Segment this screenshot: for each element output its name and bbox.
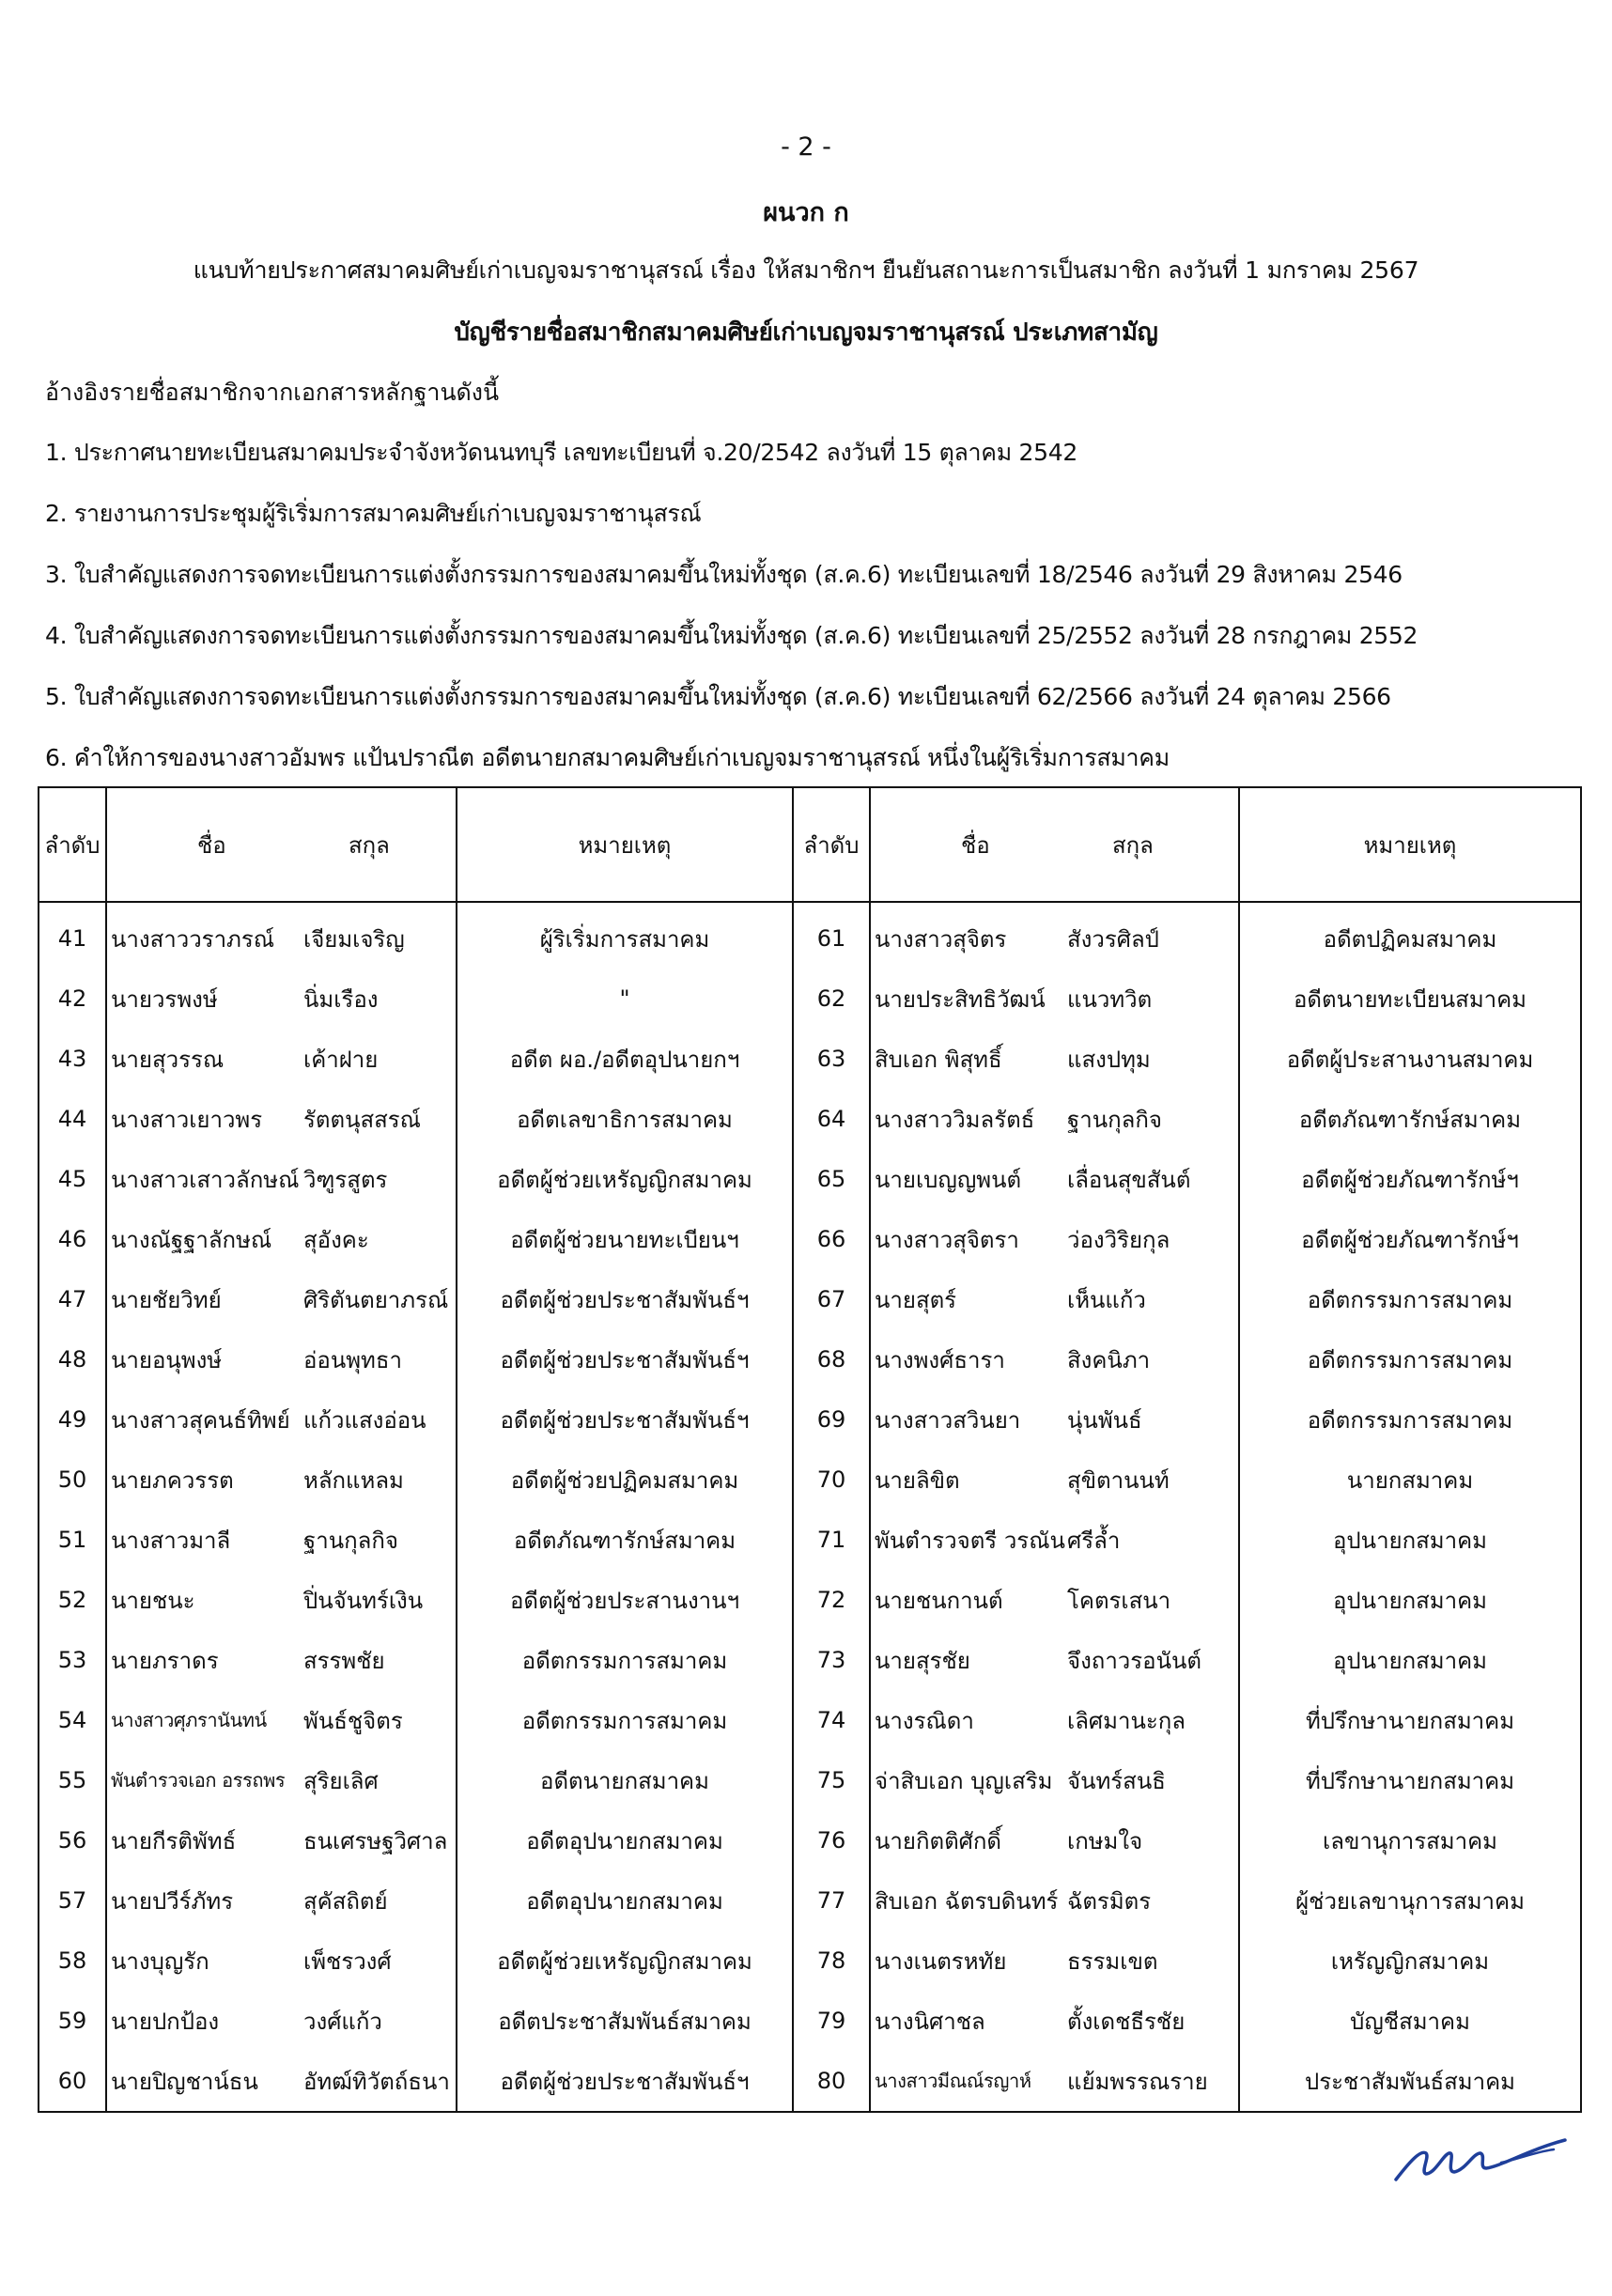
member-note: บัญชีสมาคม <box>1239 1991 1581 2051</box>
member-note: อุปนายกสมาคม <box>1239 1510 1581 1570</box>
member-number: 58 <box>39 1931 106 1991</box>
member-number: 63 <box>793 1029 870 1089</box>
member-note: อดีตผู้ประสานงานสมาคม <box>1239 1029 1581 1089</box>
member-name: นางสาวสวินยา <box>870 1389 1065 1450</box>
reference-list <box>45 434 1418 800</box>
member-note: อดีตผู้ช่วยนายทะเบียนฯ <box>457 1209 793 1269</box>
member-name: พันตำรวจเอก อรรถพร <box>106 1750 302 1810</box>
member-name: นายอนุพงษ์ <box>106 1329 302 1389</box>
member-name: นางณัฐฐาลักษณ์ <box>106 1209 302 1269</box>
member-note: อดีตผู้ช่วยภัณฑารักษ์ฯ <box>1239 1209 1581 1269</box>
header-name: ชื่อ <box>106 787 302 902</box>
member-number: 78 <box>793 1931 870 1991</box>
member-name: นางสาวสุจิตร <box>870 902 1065 969</box>
table-row <box>39 1029 1581 1089</box>
member-note: อดีตผู้ช่วยปฏิคมสมาคม <box>457 1450 793 1510</box>
member-surname: จึงถาวรอนันต์ <box>1065 1630 1239 1690</box>
member-name: นางสาววราภรณ์ <box>106 902 302 969</box>
member-name: นายชัยวิทย์ <box>106 1269 302 1329</box>
table-row <box>39 1810 1581 1870</box>
reference-item: 1. ประกาศนายทะเบียนสมาคมประจำจังหวัดนนทบุรี เลขทะเบียนที่ จ.20/2542 ลงวันที่ 15 ตุลาคม 2542 <box>45 439 1077 466</box>
member-surname: สิงคนิภา <box>1065 1329 1239 1389</box>
member-surname: ฐานกุลกิจ <box>1065 1089 1239 1149</box>
member-surname: เลิศมานะกุล <box>1065 1690 1239 1750</box>
member-note: อดีตอุปนายกสมาคม <box>457 1870 793 1931</box>
member-number: 52 <box>39 1570 106 1630</box>
member-surname: ธนเศรษฐวิศาล <box>302 1810 457 1870</box>
member-number: 80 <box>793 2051 870 2112</box>
table-row <box>39 2051 1581 2112</box>
member-surname: ธรรมเขต <box>1065 1931 1239 1991</box>
member-note: อดีต ผอ./อดีตอุปนายกฯ <box>457 1029 793 1089</box>
reference-item: 5. ใบสำคัญแสดงการจดทะเบียนการแต่งตั้งกรรมการของสมาคมขึ้นใหม่ทั้งชุด (ส.ค.6) ทะเบียนเลขที่ 62/2566 ลงวันที่ 24 ตุลาคม 2566 <box>45 683 1391 710</box>
table-row <box>39 1510 1581 1570</box>
member-note: อดีตผู้ช่วยประสานงานฯ <box>457 1570 793 1630</box>
member-surname: แย้มพรรณราย <box>1065 2051 1239 2112</box>
member-name: นายสุวรรณ <box>106 1029 302 1089</box>
member-note: " <box>457 969 793 1029</box>
member-surname: หลักแหลม <box>302 1450 457 1510</box>
member-number: 73 <box>793 1630 870 1690</box>
member-number: 56 <box>39 1810 106 1870</box>
member-number: 47 <box>39 1269 106 1329</box>
member-name: นางสาวเยาวพร <box>106 1089 302 1149</box>
member-surname: รัตตนุสสรณ์ <box>302 1089 457 1149</box>
member-note: อดีตกรรมการสมาคม <box>1239 1389 1581 1450</box>
member-note: อดีตผู้ช่วยประชาสัมพันธ์ฯ <box>457 1329 793 1389</box>
member-note: อดีตนายกสมาคม <box>457 1750 793 1810</box>
member-name: นางสาวศุภรานันทน์ <box>106 1690 302 1750</box>
member-name: นางสาวมีณณ์รญาห์ <box>870 2051 1065 2112</box>
member-number: 71 <box>793 1510 870 1570</box>
member-surname: วงศ์แก้ว <box>302 1991 457 2051</box>
member-note: อดีตเลขาธิการสมาคม <box>457 1089 793 1149</box>
member-surname: จันทร์สนธิ <box>1065 1750 1239 1810</box>
member-note: อดีตกรรมการสมาคม <box>1239 1269 1581 1329</box>
member-surname: ปิ่นจันทร์เงิน <box>302 1570 457 1630</box>
member-number: 65 <box>793 1149 870 1209</box>
member-name: นางสาวมาลี <box>106 1510 302 1570</box>
member-number: 55 <box>39 1750 106 1810</box>
member-number: 48 <box>39 1329 106 1389</box>
member-note: อดีตผู้ช่วยเหรัญญิกสมาคม <box>457 1931 793 1991</box>
member-number: 49 <box>39 1389 106 1450</box>
member-name: นางสาวเสาวลักษณ์ <box>106 1149 302 1209</box>
member-number: 41 <box>39 902 106 969</box>
table-row <box>39 1209 1581 1269</box>
member-note: อดีตกรรมการสมาคม <box>457 1690 793 1750</box>
member-number: 77 <box>793 1870 870 1931</box>
member-name: นางพงศ์ธารา <box>870 1329 1065 1389</box>
member-name: สิบเอก พิสุทธิ์ <box>870 1029 1065 1089</box>
table-row <box>39 1089 1581 1149</box>
member-name: นายปกป้อง <box>106 1991 302 2051</box>
member-name: นายปวีร์ภัทร <box>106 1870 302 1931</box>
reference-item: 6. คำให้การของนางสาวอัมพร แป้นปราณีต อดีตนายกสมาคมศิษย์เก่าเบญจมราชานุสรณ์ หนึ่งในผู้ริเริ่มการสมาคม <box>45 744 1170 771</box>
member-number: 74 <box>793 1690 870 1750</box>
header-note: หมายเหตุ <box>1239 787 1581 902</box>
table-row <box>39 1750 1581 1810</box>
table-row <box>39 1630 1581 1690</box>
member-table <box>38 786 1582 2113</box>
member-number: 60 <box>39 2051 106 2112</box>
member-surname: สุคัสถิตย์ <box>302 1870 457 1931</box>
table-header-row <box>39 787 1581 902</box>
member-name: นายกีรติพัทธ์ <box>106 1810 302 1870</box>
member-surname: สังวรศิลป์ <box>1065 902 1239 969</box>
header-note: หมายเหตุ <box>457 787 793 902</box>
header-name: ชื่อ <box>870 787 1065 902</box>
member-name: นายปิญชาน์ธน <box>106 2051 302 2112</box>
member-number: 44 <box>39 1089 106 1149</box>
member-surname: นิ่มเรือง <box>302 969 457 1029</box>
member-number: 64 <box>793 1089 870 1149</box>
member-note: อดีตผู้ช่วยเหรัญญิกสมาคม <box>457 1149 793 1209</box>
member-note: อดีตปฏิคมสมาคม <box>1239 902 1581 969</box>
member-note: อดีตประชาสัมพันธ์สมาคม <box>457 1991 793 2051</box>
member-number: 68 <box>793 1329 870 1389</box>
member-note: เลขานุการสมาคม <box>1239 1810 1581 1870</box>
member-note: อดีตนายทะเบียนสมาคม <box>1239 969 1581 1029</box>
header-no: ลำดับ <box>793 787 870 902</box>
member-surname: เจียมเจริญ <box>302 902 457 969</box>
table-row <box>39 902 1581 969</box>
member-name: นายชนกานต์ <box>870 1570 1065 1630</box>
member-number: 72 <box>793 1570 870 1630</box>
member-note: อดีตผู้ช่วยประชาสัมพันธ์ฯ <box>457 1389 793 1450</box>
member-note: อดีตภัณฑารักษ์สมาคม <box>457 1510 793 1570</box>
member-name: นางนิศาชล <box>870 1991 1065 2051</box>
member-name: นางรณิดา <box>870 1690 1065 1750</box>
member-name: นางสาวสุจิตรา <box>870 1209 1065 1269</box>
member-surname: นุ่นพันธ์ <box>1065 1389 1239 1450</box>
member-number: 69 <box>793 1389 870 1450</box>
member-number: 70 <box>793 1450 870 1510</box>
member-surname: พันธ์ชูจิตร <box>302 1690 457 1750</box>
member-number: 66 <box>793 1209 870 1269</box>
signature <box>1388 2125 1576 2191</box>
member-surname: เค้าฝาย <box>302 1029 457 1089</box>
member-surname: โคตรเสนา <box>1065 1570 1239 1630</box>
member-name: นางสาววิมลรัตธ์ <box>870 1089 1065 1149</box>
member-note: ผู้ช่วยเลขานุการสมาคม <box>1239 1870 1581 1931</box>
table-row <box>39 1991 1581 2051</box>
member-number: 79 <box>793 1991 870 2051</box>
table-row <box>39 1389 1581 1450</box>
member-number: 67 <box>793 1269 870 1329</box>
member-surname: เห็นแก้ว <box>1065 1269 1239 1329</box>
member-name: นางสาวสุคนธ์ทิพย์ <box>106 1389 302 1450</box>
member-surname: เกษมใจ <box>1065 1810 1239 1870</box>
member-note: นายกสมาคม <box>1239 1450 1581 1510</box>
member-number: 54 <box>39 1690 106 1750</box>
member-surname: แสงปทุม <box>1065 1029 1239 1089</box>
member-number: 51 <box>39 1510 106 1570</box>
member-surname: อ่อนพุทธา <box>302 1329 457 1389</box>
member-surname: เพ็ชรวงศ์ <box>302 1931 457 1991</box>
member-name: นายเบญญพนต์ <box>870 1149 1065 1209</box>
member-note: อดีตกรรมการสมาคม <box>1239 1329 1581 1389</box>
member-number: 43 <box>39 1029 106 1089</box>
reference-item: 2. รายงานการประชุมผู้ริเริ่มการสมาคมศิษย์เก่าเบญจมราชานุสรณ์ <box>45 500 702 527</box>
member-surname: แนวทวิต <box>1065 969 1239 1029</box>
member-name: นายภราดร <box>106 1630 302 1690</box>
member-note: อดีตอุปนายกสมาคม <box>457 1810 793 1870</box>
member-note: ผู้ริเริ่มการสมาคม <box>457 902 793 969</box>
member-surname: ตั้งเดชธีรชัย <box>1065 1991 1239 2051</box>
table-row <box>39 1450 1581 1510</box>
member-number: 50 <box>39 1450 106 1510</box>
reference-item: 4. ใบสำคัญแสดงการจดทะเบียนการแต่งตั้งกรรมการของสมาคมขึ้นใหม่ทั้งชุด (ส.ค.6) ทะเบียนเลขที่ 25/2552 ลงวันที่ 28 กรกฎาคม 2552 <box>45 622 1418 649</box>
annex-title: ผนวก ก <box>763 198 849 227</box>
member-name: สิบเอก ฉัตรบดินทร์ <box>870 1870 1065 1931</box>
member-note: เหรัญญิกสมาคม <box>1239 1931 1581 1991</box>
member-number: 45 <box>39 1149 106 1209</box>
member-surname: ฉัตรมิตร <box>1065 1870 1239 1931</box>
table-row <box>39 1269 1581 1329</box>
member-surname: ว่องวิริยกุล <box>1065 1209 1239 1269</box>
member-surname: สุริยเลิศ <box>302 1750 457 1810</box>
member-surname: สุขิตานนท์ <box>1065 1450 1239 1510</box>
member-note: ที่ปรึกษานายกสมาคม <box>1239 1750 1581 1810</box>
member-surname: ฐานกุลกิจ <box>302 1510 457 1570</box>
member-note: ที่ปรึกษานายกสมาคม <box>1239 1690 1581 1750</box>
member-number: 62 <box>793 969 870 1029</box>
member-surname: ศิริตันตยาภรณ์ <box>302 1269 457 1329</box>
member-name: พันตำรวจตรี วรณัน <box>870 1510 1065 1570</box>
member-surname: เลื่อนสุขสันต์ <box>1065 1149 1239 1209</box>
table-row <box>39 1329 1581 1389</box>
member-table-body <box>39 902 1581 2112</box>
member-surname: อัทฒ์ทิวัตถ์ธนา <box>302 2051 457 2112</box>
member-note: อุปนายกสมาคม <box>1239 1570 1581 1630</box>
table-row <box>39 1570 1581 1630</box>
table-row <box>39 969 1581 1029</box>
member-name: นายชนะ <box>106 1570 302 1630</box>
member-list-title: บัญชีรายชื่อสมาชิกสมาคมศิษย์เก่าเบญจมราชานุสรณ์ ประเภทสามัญ <box>454 318 1158 347</box>
member-note: อดีตภัณฑารักษ์สมาคม <box>1239 1089 1581 1149</box>
header-no: ลำดับ <box>39 787 106 902</box>
member-note: อดีตผู้ช่วยประชาสัมพันธ์ฯ <box>457 2051 793 2112</box>
member-number: 57 <box>39 1870 106 1931</box>
member-name: นายวรพงษ์ <box>106 969 302 1029</box>
document-subtitle: แนบท้ายประกาศสมาคมศิษย์เก่าเบญจมราชานุสรณ์ เรื่อง ให้สมาชิกฯ ยืนยันสถานะการเป็นสมาชิก ลงวันที่ 1 มกราคม 2567 <box>193 256 1419 284</box>
member-surname: วิฑูรสูตร <box>302 1149 457 1209</box>
member-name: นายภควรรต <box>106 1450 302 1510</box>
table-row <box>39 1870 1581 1931</box>
member-note: อุปนายกสมาคม <box>1239 1630 1581 1690</box>
member-number: 61 <box>793 902 870 969</box>
member-surname: สุอังคะ <box>302 1209 457 1269</box>
member-name: นายกิตติศักดิ์ <box>870 1810 1065 1870</box>
member-name: นายลิขิต <box>870 1450 1065 1510</box>
table-row <box>39 1149 1581 1209</box>
member-surname: แก้วแสงอ่อน <box>302 1389 457 1450</box>
member-surname: ศรีล้ำ <box>1065 1510 1239 1570</box>
member-number: 59 <box>39 1991 106 2051</box>
member-name: นายประสิทธิวัฒน์ <box>870 969 1065 1029</box>
table-row <box>39 1690 1581 1750</box>
references-intro: อ้างอิงรายชื่อสมาชิกจากเอกสารหลักฐานดังนี้ <box>45 379 500 406</box>
member-surname: สรรพชัย <box>302 1630 457 1690</box>
member-number: 76 <box>793 1810 870 1870</box>
page-number: - 2 - <box>781 132 831 162</box>
member-number: 42 <box>39 969 106 1029</box>
member-note: ประชาสัมพันธ์สมาคม <box>1239 2051 1581 2112</box>
member-name: จ่าสิบเอก บุญเสริม <box>870 1750 1065 1810</box>
member-number: 53 <box>39 1630 106 1690</box>
member-number: 46 <box>39 1209 106 1269</box>
member-number: 75 <box>793 1750 870 1810</box>
member-name: นายสุรชัย <box>870 1630 1065 1690</box>
member-note: อดีตกรรมการสมาคม <box>457 1630 793 1690</box>
member-note: อดีตผู้ช่วยประชาสัมพันธ์ฯ <box>457 1269 793 1329</box>
member-name: นางบุญรัก <box>106 1931 302 1991</box>
header-surname: สกุล <box>1065 787 1239 902</box>
reference-item: 3. ใบสำคัญแสดงการจดทะเบียนการแต่งตั้งกรรมการของสมาคมขึ้นใหม่ทั้งชุด (ส.ค.6) ทะเบียนเลขที่ 18/2546 ลงวันที่ 29 สิงหาคม 2546 <box>45 561 1403 588</box>
member-name: นายสุตร์ <box>870 1269 1065 1329</box>
table-row <box>39 1931 1581 1991</box>
member-note: อดีตผู้ช่วยภัณฑารักษ์ฯ <box>1239 1149 1581 1209</box>
member-name: นางเนตรหทัย <box>870 1931 1065 1991</box>
header-surname: สกุล <box>302 787 457 902</box>
